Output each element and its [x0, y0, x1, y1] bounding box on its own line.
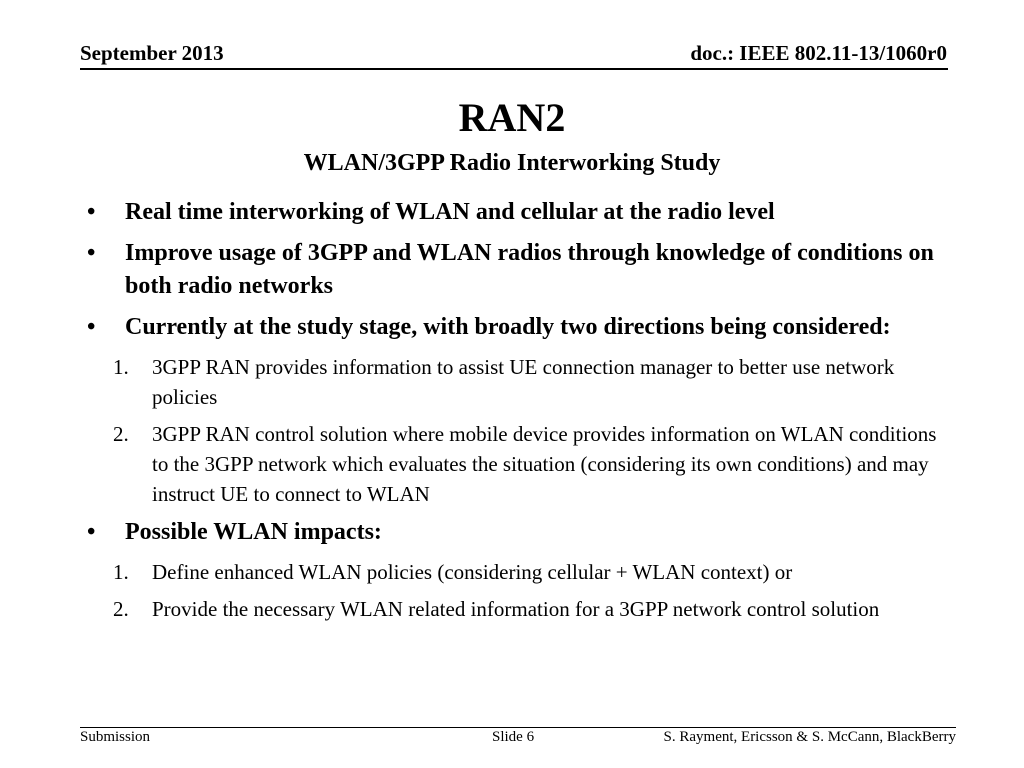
- slide-body: [82, 196, 942, 631]
- bullet-item: [82, 516, 942, 549]
- bullet-item: [82, 311, 942, 344]
- footer-divider: [80, 727, 956, 728]
- bullet-marker: •: [87, 240, 96, 266]
- header-date: September 2013: [80, 41, 224, 65]
- numbered-item: [82, 352, 942, 412]
- numbered-item: [82, 557, 942, 587]
- header-divider: [80, 68, 948, 70]
- item-number: 1.: [113, 355, 129, 379]
- item-text: 3GPP RAN provides information to assist UE connection manager to better use network policies: [152, 355, 895, 409]
- bullet-item: [82, 196, 942, 229]
- bullet-text: Possible WLAN impacts:: [125, 519, 382, 545]
- slide-subtitle: WLAN/3GPP Radio Interworking Study: [303, 150, 721, 176]
- header-doc-number: doc.: IEEE 802.11-13/1060r0: [690, 41, 947, 65]
- bullet-text: Real time interworking of WLAN and cellular at the radio level: [125, 199, 775, 225]
- item-text: 3GPP RAN control solution where mobile device provides information on WLAN conditions to the 3GPP network which evaluates the situation (considering its own conditions) and may instruct UE to connect to WLAN: [152, 422, 937, 506]
- bullet-marker: •: [87, 519, 96, 545]
- item-text: Provide the necessary WLAN related information for a 3GPP network control solution: [152, 597, 880, 621]
- footer-authors: S. Rayment, Ericsson & S. McCann, BlackBerry: [663, 729, 956, 745]
- slide-title: RAN2: [458, 95, 566, 140]
- bullet-marker: •: [87, 314, 96, 340]
- bullet-marker: •: [87, 199, 96, 225]
- item-text: Define enhanced WLAN policies (considering cellular + WLAN context) or: [152, 560, 793, 584]
- footer-submission: Submission: [80, 729, 151, 745]
- bullet-text: Currently at the study stage, with broadly two directions being considered:: [125, 314, 891, 340]
- bullet-item: [82, 237, 942, 303]
- numbered-item: [82, 594, 942, 624]
- item-number: 2.: [113, 597, 129, 621]
- item-number: 1.: [113, 560, 129, 584]
- footer-slide-number: Slide 6: [492, 729, 535, 745]
- item-number: 2.: [113, 422, 129, 446]
- numbered-item: [82, 419, 942, 509]
- bullet-text: Improve usage of 3GPP and WLAN radios through knowledge of conditions on both radio networks: [125, 240, 934, 299]
